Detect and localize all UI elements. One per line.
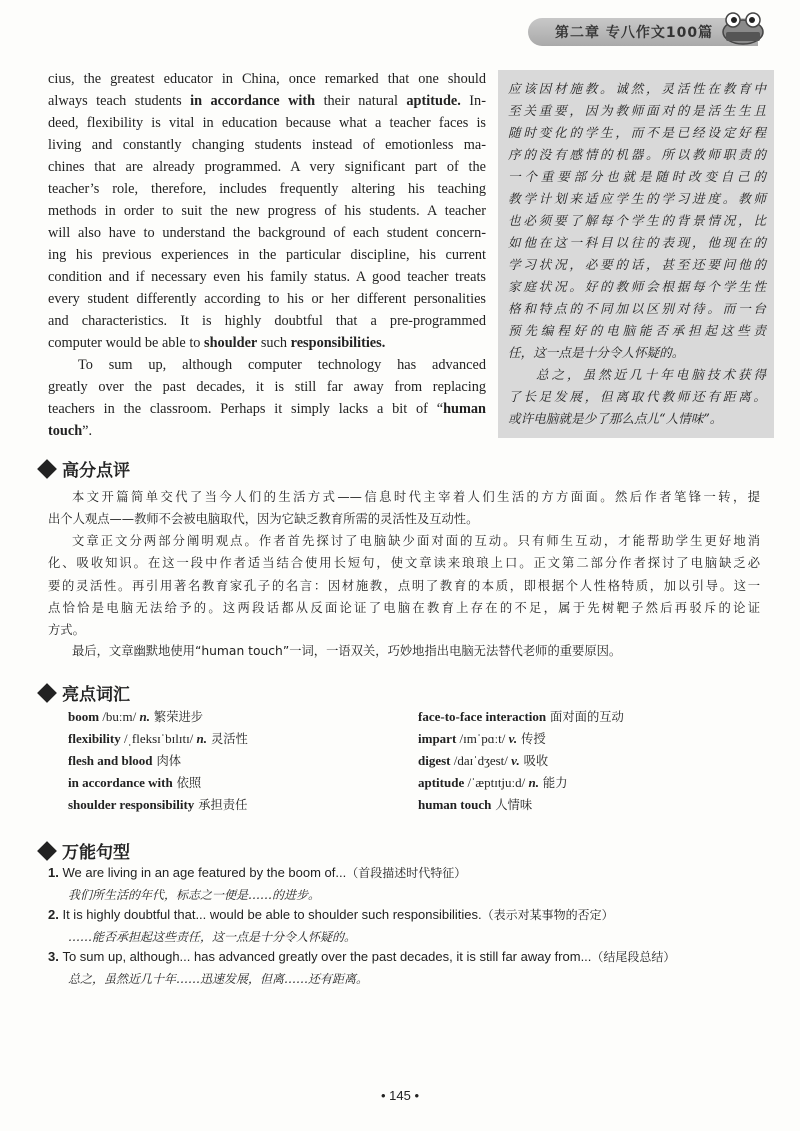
vocab-word: shoulder responsibility (68, 797, 195, 812)
vocab-word: aptitude (418, 775, 465, 790)
vocab-meaning: 灵活性 (207, 732, 248, 746)
vocab-phonetic: /daɪˈdʒest/ (450, 753, 508, 768)
essay-line: always teach students in accordance with their natural aptitude. In- (48, 93, 486, 109)
diamond-bullet-icon (37, 459, 57, 479)
vocab-item (418, 773, 568, 791)
translation-line: 预先编程好的电脑能否承担起这些责 (508, 323, 766, 338)
review-line: 文章正文分两部分阐明观点。作者首先探讨了电脑缺少面对面的互动。只有师生互动，才能帮助学生更好地消 (72, 534, 760, 548)
translation-line: 序的没有感情的机器。所以教师职责的 (508, 147, 766, 162)
vocab-phonetic: /ˈæptɪtjuːd/ (464, 775, 526, 790)
essay-line: touch”. (48, 423, 93, 439)
vocab-phonetic: /ɪmˈpɑːt/ (456, 731, 506, 746)
vocab-meaning: 吸收 (519, 754, 549, 768)
translation-line: 应该因材施教。诚然，灵活性在教育中 (508, 81, 766, 96)
essay-line: chines that are already programmed. A very significant part of the (48, 159, 486, 175)
key-phrase: in accordance with (190, 93, 316, 109)
vocab-phonetic: /buːm/ (99, 709, 137, 724)
vocab-pos: n. (136, 709, 150, 724)
pattern-note: （表示对某事物的否定） (481, 908, 614, 922)
vocab-item (418, 795, 532, 813)
translation-line: 或许电脑就是少了那么点儿“人情味”。 (508, 411, 723, 426)
pattern-translation: 总之，虽然近几十年……迅速发展，但离……还有距离。 (68, 972, 369, 986)
essay-line: teacher’s role, therefore, includes frequently altering his teaching (48, 181, 486, 197)
translation-line: 家庭状况。好的教师会根据每个学生性 (508, 279, 766, 294)
vocab-item (68, 795, 247, 813)
essay-paragraph-1 (48, 68, 486, 354)
essay-line: deed, flexibility is vital in education because what a teacher faces is (48, 115, 486, 131)
pattern-sentence (48, 864, 466, 881)
vocab-item (418, 707, 624, 725)
page-number: • 145 • (380, 1088, 420, 1103)
frog-mascot-icon (720, 10, 766, 46)
chapter-title: 第二章 专八作文100篇 (555, 25, 714, 41)
essay-line: will also have to understand the background of each student concern- (48, 225, 486, 241)
section-title-review: 高分点评 (62, 461, 130, 481)
vocab-meaning: 人情味 (491, 798, 533, 812)
vocab-meaning: 传授 (517, 732, 546, 746)
vocab-phonetic: /ˌfleksɪˈbɪlɪtɪ/ (120, 731, 194, 746)
translation-line: 也必须要了解每个学生的背景情况，比 (508, 213, 766, 228)
essay-line: condition and if necessary even his family status. A good teacher treats (48, 269, 486, 285)
essay-line: methods in order to suit the new progress of his students. A teacher (48, 203, 486, 219)
vocab-meaning: 承担责任 (194, 798, 248, 812)
vocab-item (68, 707, 203, 725)
essay-line: computer would be able to shoulder such responsibilities. (48, 335, 386, 351)
vocab-pos: v. (507, 753, 520, 768)
vocab-word: boom (68, 709, 100, 724)
translation-line: 格和特点的不同加以区别对待。而一台 (508, 301, 766, 316)
translation-line: 一个重要部分也就是随时改变自己的 (508, 169, 766, 184)
essay-line: and characteristics. It is highly doubtful that a pre-programmed (48, 313, 486, 329)
vocab-item (68, 751, 181, 769)
essay-line: teachers in the classroom. Perhaps it simply lacks a bit of “human (48, 401, 486, 417)
vocab-meaning: 能力 (539, 776, 568, 790)
vocab-word: human touch (418, 797, 492, 812)
vocab-word: flesh and blood (68, 753, 153, 768)
pattern-text: We are living in an age featured by the boom of... (62, 865, 347, 880)
key-phrase: shoulder (204, 335, 258, 351)
pattern-sentence (48, 948, 675, 965)
essay-line: living and constantly changing students instead of emotionless ma- (48, 137, 486, 153)
review-line: 最后，文章幽默地使用“human touch”一词，一语双关，巧妙地指出电脑无法替代老师的重要原因。 (72, 644, 622, 658)
review-line: 要的灵活性。再引用著名教育家孔子的名言：因材施教，点明了教育的本质，即根据个人性格特质，加以引导。这一 (48, 579, 760, 593)
vocab-word: in accordance with (68, 775, 173, 790)
vocab-meaning: 依照 (172, 776, 202, 790)
vocab-word: digest (418, 753, 451, 768)
essay-line: cius, the greatest educator in China, once remarked that one should (48, 71, 486, 87)
translation-box (498, 70, 774, 438)
vocab-item (68, 773, 201, 791)
translation-line: 了长足发展，但离取代教师还有距离。 (508, 389, 766, 404)
pattern-translation: 我们所生活的年代，标志之一便是……的进步。 (68, 888, 321, 902)
translation-line: 至关重要，因为教师面对的是活生生且 (508, 103, 766, 118)
review-line: 方式。 (48, 623, 85, 637)
review-line: 出个人观点——教师不会被电脑取代，因为它缺乏教育所需的灵活性及互动性。 (48, 512, 479, 526)
translation-line: 如他在这一科目以往的表现，他现在的 (508, 235, 766, 250)
essay-line: To sum up, although computer technology has advanced (78, 357, 486, 373)
translation-line: 总之，虽然近几十年电脑技术获得 (536, 367, 766, 382)
essay-line: ing his previous experiences in the particular discipline, his current (48, 247, 486, 263)
essay-line: every student differently according to his or her different personalities (48, 291, 486, 307)
pattern-number: 3. (48, 949, 63, 964)
vocab-item (68, 729, 248, 747)
pattern-text: It is highly doubtful that... would be able to shoulder such responsibilities. (62, 907, 482, 922)
essay-line: greatly over the past decades, it is still far away from replacing (48, 379, 486, 395)
vocab-word: face-to-face interaction (418, 709, 547, 724)
vocab-meaning: 肉体 (152, 754, 182, 768)
vocab-item (418, 751, 548, 769)
section-title-patterns: 万能句型 (62, 843, 130, 863)
section-title-vocab: 亮点词汇 (62, 685, 130, 705)
key-phrase: human (443, 401, 486, 417)
pattern-text: To sum up, although... has advanced greatly over the past decades, it is still far away from... (62, 949, 592, 964)
pattern-note: （结尾段总结） (591, 950, 676, 964)
pattern-number: 1. (48, 865, 63, 880)
translation-line: 教学计划来适应学生的学习进度。教师 (508, 191, 766, 206)
vocab-item (418, 729, 546, 747)
essay-paragraph-2 (48, 354, 486, 442)
vocab-word: flexibility (68, 731, 121, 746)
pattern-sentence (48, 906, 614, 923)
key-phrase: touch (48, 423, 83, 439)
vocab-meaning: 繁荣进步 (150, 710, 204, 724)
key-phrase: aptitude. (406, 93, 461, 109)
translation-line: 随时变化的学生，而不是已经设定好程 (508, 125, 766, 140)
review-line: 化、吸收知识。在这一段中作者适当结合使用长短句，使文章读来琅琅上口。正文第二部分作者探讨了电脑缺乏必 (48, 556, 760, 570)
pattern-note: （首段描述时代特征） (346, 866, 467, 880)
vocab-word: impart (418, 731, 457, 746)
vocab-pos: v. (505, 731, 518, 746)
pattern-number: 2. (48, 907, 63, 922)
review-line: 本文开篇简单交代了当今人们的生活方式——信息时代主宰着人们生活的方方面面。然后作者笔锋一转，提 (72, 490, 760, 504)
diamond-bullet-icon (37, 841, 57, 861)
key-phrase: responsibilities. (290, 335, 386, 351)
pattern-translation: ……能否承担起这些责任，这一点是十分令人怀疑的。 (68, 930, 357, 944)
diamond-bullet-icon (37, 683, 57, 703)
translation-line: 学习状况，必要的话，甚至还要问他的 (508, 257, 766, 272)
vocab-pos: n. (193, 731, 208, 746)
vocab-meaning: 面对面的互动 (546, 710, 624, 724)
translation-line: 任，这一点是十分令人怀疑的。 (508, 345, 685, 360)
review-line: 点恰恰是电脑无法给予的。这两段话都从反面论证了电脑在教育上存在的不足，属于先树靶子然后再驳斥的论证 (48, 601, 760, 615)
vocab-pos: n. (525, 775, 540, 790)
